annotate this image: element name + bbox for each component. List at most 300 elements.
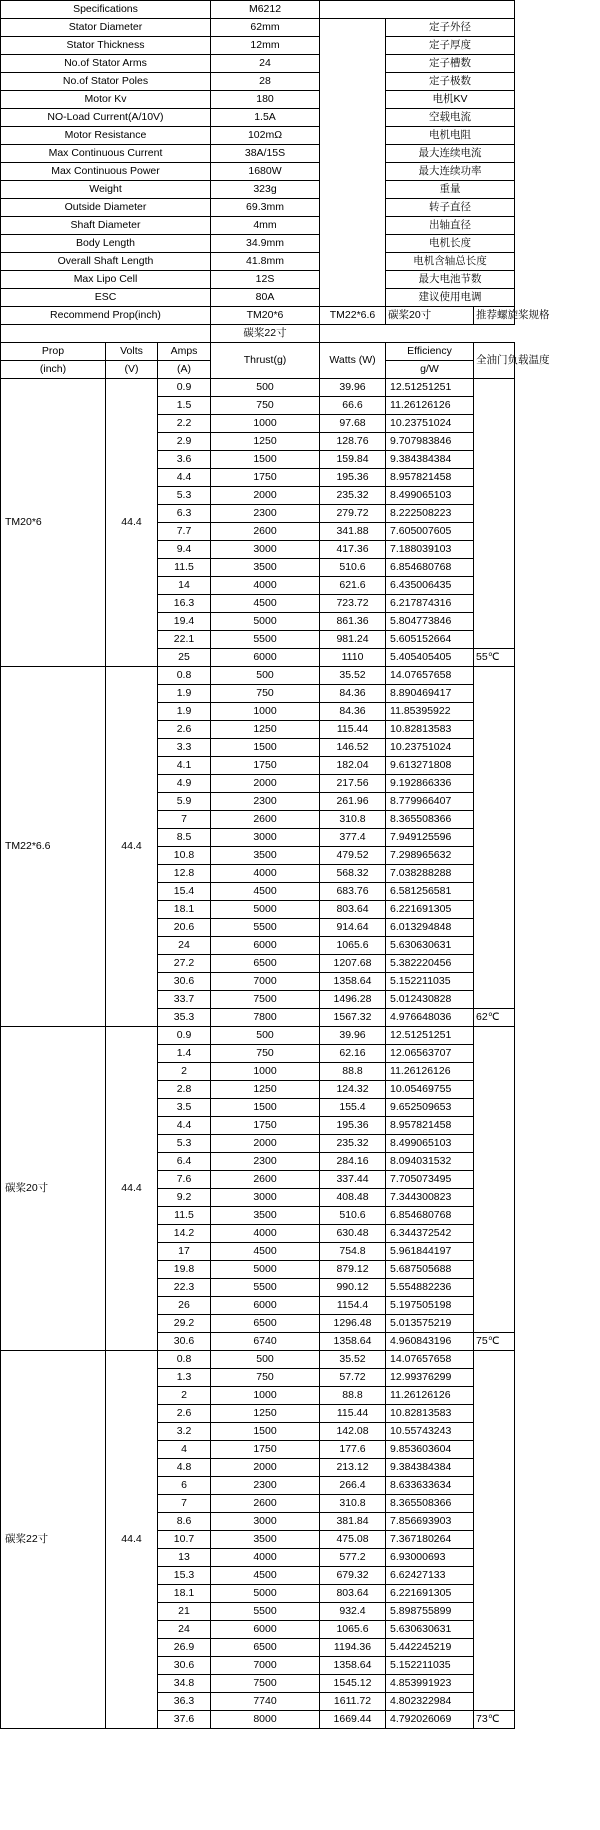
- cell-watts: 155.4: [320, 1099, 386, 1117]
- cell-amps: 9.2: [158, 1189, 211, 1207]
- cell-thrust: 4500: [211, 1567, 320, 1585]
- cell-thrust: 2000: [211, 1459, 320, 1477]
- spec-row: [1, 19, 515, 37]
- spec-value: 69.3mm: [211, 199, 320, 217]
- cell-watts: 142.08: [320, 1423, 386, 1441]
- cell-amps: 30.6: [158, 973, 211, 991]
- cell-thrust: 7000: [211, 1657, 320, 1675]
- spec-value: 12mm: [211, 37, 320, 55]
- cell-efficiency: 12.51251251: [386, 379, 474, 397]
- spec-label: ESC: [1, 289, 211, 307]
- header-efficiency: Efficiency: [386, 343, 474, 361]
- cell-amps: 7: [158, 1495, 211, 1513]
- cell-amps: 7: [158, 811, 211, 829]
- cell-amps: 24: [158, 1621, 211, 1639]
- cell-watts: 39.96: [320, 379, 386, 397]
- cell-thrust: 5500: [211, 919, 320, 937]
- cell-amps: 9.4: [158, 541, 211, 559]
- spec-row: [1, 253, 515, 271]
- group-temp: 73℃: [474, 1711, 515, 1729]
- cell-efficiency: 11.26126126: [386, 397, 474, 415]
- cell-watts: 754.8: [320, 1243, 386, 1261]
- cell-efficiency: 5.197505198: [386, 1297, 474, 1315]
- cell-watts: 479.52: [320, 847, 386, 865]
- cell-amps: 19.4: [158, 613, 211, 631]
- group-volts: 44.4: [106, 379, 158, 667]
- cell-watts: 1194.36: [320, 1639, 386, 1657]
- cell-thrust: 500: [211, 667, 320, 685]
- spec-row: [1, 217, 515, 235]
- cell-amps: 2.6: [158, 721, 211, 739]
- cell-amps: 22.1: [158, 631, 211, 649]
- cell-watts: 630.48: [320, 1225, 386, 1243]
- cell-thrust: 4000: [211, 1549, 320, 1567]
- spec-value: 1.5A: [211, 109, 320, 127]
- header-volts-unit: (V): [106, 361, 158, 379]
- cell-watts: 1545.12: [320, 1675, 386, 1693]
- cell-watts: 914.64: [320, 919, 386, 937]
- cell-thrust: 750: [211, 397, 320, 415]
- spec-label: Max Continuous Power: [1, 163, 211, 181]
- header-volts: Volts: [106, 343, 158, 361]
- spec-row: [1, 73, 515, 91]
- group-prop: TM20*6: [1, 379, 106, 667]
- cell-thrust: 1250: [211, 721, 320, 739]
- cell-efficiency: 6.217874316: [386, 595, 474, 613]
- header-amps-unit: (A): [158, 361, 211, 379]
- data-row: [1, 1351, 515, 1369]
- group-temp-blank: [474, 1027, 515, 1333]
- data-row: [1, 667, 515, 685]
- cell-amps: 2: [158, 1063, 211, 1081]
- cell-watts: 377.4: [320, 829, 386, 847]
- cell-watts: 683.76: [320, 883, 386, 901]
- cell-efficiency: 9.652509653: [386, 1099, 474, 1117]
- recommend-blank-right: [320, 325, 515, 343]
- cell-efficiency: 7.705073495: [386, 1171, 474, 1189]
- cell-efficiency: 12.06563707: [386, 1045, 474, 1063]
- cell-watts: 568.32: [320, 865, 386, 883]
- cell-efficiency: 9.853603604: [386, 1441, 474, 1459]
- cell-thrust: 4000: [211, 1225, 320, 1243]
- cell-amps: 3.5: [158, 1099, 211, 1117]
- cell-thrust: 1250: [211, 433, 320, 451]
- cell-amps: 2.8: [158, 1081, 211, 1099]
- cell-thrust: 1750: [211, 469, 320, 487]
- spec-value: 41.8mm: [211, 253, 320, 271]
- cell-amps: 34.8: [158, 1675, 211, 1693]
- cell-efficiency: 7.298965632: [386, 847, 474, 865]
- cell-amps: 4: [158, 1441, 211, 1459]
- recommend-prop-2: TM22*6.6: [320, 307, 386, 325]
- cell-amps: 4.4: [158, 469, 211, 487]
- cell-thrust: 2600: [211, 1171, 320, 1189]
- cell-thrust: 3500: [211, 1531, 320, 1549]
- spec-label: Motor Kv: [1, 91, 211, 109]
- data-row: [1, 379, 515, 397]
- cell-amps: 18.1: [158, 1585, 211, 1603]
- cell-efficiency: 8.365508366: [386, 811, 474, 829]
- cell-efficiency: 5.382220456: [386, 955, 474, 973]
- cell-thrust: 7740: [211, 1693, 320, 1711]
- cell-watts: 213.12: [320, 1459, 386, 1477]
- cell-efficiency: 5.630630631: [386, 937, 474, 955]
- cell-amps: 27.2: [158, 955, 211, 973]
- cell-thrust: 750: [211, 1045, 320, 1063]
- cell-amps: 19.8: [158, 1261, 211, 1279]
- spec-value: 323g: [211, 181, 320, 199]
- cell-efficiency: 8.499065103: [386, 1135, 474, 1153]
- cell-watts: 679.32: [320, 1567, 386, 1585]
- cell-efficiency: 10.05469755: [386, 1081, 474, 1099]
- spec-row: [1, 163, 515, 181]
- cell-watts: 217.56: [320, 775, 386, 793]
- cell-amps: 30.6: [158, 1657, 211, 1675]
- cell-efficiency: 6.344372542: [386, 1225, 474, 1243]
- cell-thrust: 2600: [211, 811, 320, 829]
- cell-watts: 1296.48: [320, 1315, 386, 1333]
- cell-watts: 1611.72: [320, 1693, 386, 1711]
- group-volts: 44.4: [106, 1027, 158, 1351]
- cell-watts: 62.16: [320, 1045, 386, 1063]
- cell-watts: 35.52: [320, 1351, 386, 1369]
- spec-row: [1, 181, 515, 199]
- cell-amps: 29.2: [158, 1315, 211, 1333]
- spec-label: No.of Stator Arms: [1, 55, 211, 73]
- spec-row: [1, 91, 515, 109]
- cell-amps: 0.9: [158, 379, 211, 397]
- cell-thrust: 5500: [211, 1603, 320, 1621]
- cell-watts: 381.84: [320, 1513, 386, 1531]
- cell-watts: 88.8: [320, 1387, 386, 1405]
- data-header-row: [1, 343, 515, 361]
- cell-thrust: 3500: [211, 847, 320, 865]
- group-volts: 44.4: [106, 667, 158, 1027]
- group-temp-blank: [474, 379, 515, 649]
- cell-watts: 408.48: [320, 1189, 386, 1207]
- cell-watts: 261.96: [320, 793, 386, 811]
- cell-amps: 21: [158, 1603, 211, 1621]
- cell-thrust: 5000: [211, 1261, 320, 1279]
- cell-watts: 1669.44: [320, 1711, 386, 1729]
- cell-watts: 1110: [320, 649, 386, 667]
- cell-watts: 284.16: [320, 1153, 386, 1171]
- cell-amps: 22.3: [158, 1279, 211, 1297]
- spec-label: NO-Load Current(A/10V): [1, 109, 211, 127]
- spec-cn-label: 最大连续功率: [386, 163, 515, 181]
- spec-label: Overall Shaft Length: [1, 253, 211, 271]
- cell-thrust: 1250: [211, 1081, 320, 1099]
- spec-value: M6212: [211, 1, 320, 19]
- cell-efficiency: 10.23751024: [386, 415, 474, 433]
- cell-amps: 6.3: [158, 505, 211, 523]
- cell-watts: 990.12: [320, 1279, 386, 1297]
- cell-amps: 4.8: [158, 1459, 211, 1477]
- cell-efficiency: 12.99376299: [386, 1369, 474, 1387]
- cell-efficiency: 6.013294848: [386, 919, 474, 937]
- cell-amps: 0.8: [158, 667, 211, 685]
- spec-label: Max Continuous Current: [1, 145, 211, 163]
- cell-watts: 1358.64: [320, 1333, 386, 1351]
- group-prop: TM22*6.6: [1, 667, 106, 1027]
- spec-cn-label: 电机电阻: [386, 127, 515, 145]
- cell-efficiency: 14.07657658: [386, 667, 474, 685]
- header-prop-unit: (inch): [1, 361, 106, 379]
- cell-amps: 6: [158, 1477, 211, 1495]
- cell-efficiency: 7.856693903: [386, 1513, 474, 1531]
- cell-amps: 7.6: [158, 1171, 211, 1189]
- cell-watts: 115.44: [320, 721, 386, 739]
- cell-thrust: 1500: [211, 1423, 320, 1441]
- cell-efficiency: 10.55743243: [386, 1423, 474, 1441]
- cell-efficiency: 7.038288288: [386, 865, 474, 883]
- cell-amps: 0.8: [158, 1351, 211, 1369]
- cell-efficiency: 5.152211035: [386, 1657, 474, 1675]
- spec-row: [1, 289, 515, 307]
- group-prop: 碳桨20寸: [1, 1027, 106, 1351]
- cell-efficiency: 7.344300823: [386, 1189, 474, 1207]
- spec-row: [1, 37, 515, 55]
- cell-watts: 57.72: [320, 1369, 386, 1387]
- cell-watts: 417.36: [320, 541, 386, 559]
- cell-watts: 1496.28: [320, 991, 386, 1009]
- recommend-label: Recommend Prop(inch): [1, 307, 211, 325]
- spec-row: [1, 145, 515, 163]
- cell-efficiency: 6.62427133: [386, 1567, 474, 1585]
- spec-cn-label: 电机长度: [386, 235, 515, 253]
- cell-watts: 1207.68: [320, 955, 386, 973]
- spec-value: 34.9mm: [211, 235, 320, 253]
- cell-efficiency: 11.85395922: [386, 703, 474, 721]
- cell-amps: 5.9: [158, 793, 211, 811]
- cell-watts: 337.44: [320, 1171, 386, 1189]
- header-amps: Amps: [158, 343, 211, 361]
- spec-label: Stator Thickness: [1, 37, 211, 55]
- recommend-row: [1, 307, 515, 325]
- recommend-prop-3: 碳桨20寸: [386, 307, 474, 325]
- cell-watts: 128.76: [320, 433, 386, 451]
- cell-thrust: 1000: [211, 1063, 320, 1081]
- cell-amps: 1.9: [158, 685, 211, 703]
- spec-cn-label: 定子厚度: [386, 37, 515, 55]
- cell-amps: 11.5: [158, 559, 211, 577]
- cell-amps: 2.9: [158, 433, 211, 451]
- cell-watts: 310.8: [320, 1495, 386, 1513]
- cell-thrust: 7800: [211, 1009, 320, 1027]
- recommend-row-2: [1, 325, 515, 343]
- cell-thrust: 4500: [211, 883, 320, 901]
- spec-label: Max Lipo Cell: [1, 271, 211, 289]
- spec-row: [1, 127, 515, 145]
- group-temp: 55℃: [474, 649, 515, 667]
- spec-label: Outside Diameter: [1, 199, 211, 217]
- cell-efficiency: 7.949125596: [386, 829, 474, 847]
- cell-thrust: 3500: [211, 559, 320, 577]
- cell-efficiency: 8.094031532: [386, 1153, 474, 1171]
- cell-thrust: 2000: [211, 487, 320, 505]
- cell-watts: 195.36: [320, 469, 386, 487]
- cell-amps: 2.6: [158, 1405, 211, 1423]
- cell-thrust: 500: [211, 1027, 320, 1045]
- spec-cn-label: 电机KV: [386, 91, 515, 109]
- cell-watts: 1567.32: [320, 1009, 386, 1027]
- cell-thrust: 5000: [211, 901, 320, 919]
- cell-amps: 3.2: [158, 1423, 211, 1441]
- cell-amps: 11.5: [158, 1207, 211, 1225]
- cell-watts: 310.8: [320, 811, 386, 829]
- spec-row: [1, 235, 515, 253]
- cell-thrust: 2300: [211, 1477, 320, 1495]
- spec-value: 4mm: [211, 217, 320, 235]
- cell-amps: 15.4: [158, 883, 211, 901]
- cell-amps: 24: [158, 937, 211, 955]
- cell-watts: 84.36: [320, 703, 386, 721]
- cell-thrust: 2300: [211, 505, 320, 523]
- cell-efficiency: 5.012430828: [386, 991, 474, 1009]
- cell-thrust: 6740: [211, 1333, 320, 1351]
- spec-cn-label: 转子直径: [386, 199, 515, 217]
- spec-cn-label: 定子外径: [386, 19, 515, 37]
- cell-thrust: 500: [211, 379, 320, 397]
- cell-watts: 510.6: [320, 1207, 386, 1225]
- cell-efficiency: 6.854680768: [386, 559, 474, 577]
- cell-amps: 1.3: [158, 1369, 211, 1387]
- spec-table-body: [1, 1, 550, 1729]
- cell-efficiency: 4.960843196: [386, 1333, 474, 1351]
- cell-watts: 723.72: [320, 595, 386, 613]
- cell-thrust: 8000: [211, 1711, 320, 1729]
- cell-amps: 14.2: [158, 1225, 211, 1243]
- cell-thrust: 2600: [211, 523, 320, 541]
- cell-thrust: 750: [211, 685, 320, 703]
- cell-efficiency: 6.221691305: [386, 1585, 474, 1603]
- cell-watts: 84.36: [320, 685, 386, 703]
- cell-watts: 235.32: [320, 487, 386, 505]
- cell-efficiency: 5.804773846: [386, 613, 474, 631]
- cell-efficiency: 10.23751024: [386, 739, 474, 757]
- cell-thrust: 1750: [211, 757, 320, 775]
- cell-watts: 266.4: [320, 1477, 386, 1495]
- cell-efficiency: 5.152211035: [386, 973, 474, 991]
- spec-label: Weight: [1, 181, 211, 199]
- spec-label: Body Length: [1, 235, 211, 253]
- cell-watts: 861.36: [320, 613, 386, 631]
- cell-amps: 7.7: [158, 523, 211, 541]
- cell-efficiency: 6.581256581: [386, 883, 474, 901]
- cell-thrust: 500: [211, 1351, 320, 1369]
- cell-thrust: 1000: [211, 703, 320, 721]
- cell-amps: 8.6: [158, 1513, 211, 1531]
- cell-amps: 16.3: [158, 595, 211, 613]
- cell-efficiency: 6.854680768: [386, 1207, 474, 1225]
- cell-efficiency: 5.442245219: [386, 1639, 474, 1657]
- spec-value: 62mm: [211, 19, 320, 37]
- cell-watts: 803.64: [320, 1585, 386, 1603]
- spec-cn-label: 出轴直径: [386, 217, 515, 235]
- cell-efficiency: 12.51251251: [386, 1027, 474, 1045]
- spec-row: [1, 109, 515, 127]
- spec-label: Specifications: [1, 1, 211, 19]
- spec-row: [1, 271, 515, 289]
- cell-efficiency: 8.222508223: [386, 505, 474, 523]
- cell-efficiency: 5.687505688: [386, 1261, 474, 1279]
- cell-thrust: 3000: [211, 1189, 320, 1207]
- cell-thrust: 1750: [211, 1441, 320, 1459]
- cell-amps: 37.6: [158, 1711, 211, 1729]
- cell-thrust: 1000: [211, 415, 320, 433]
- cell-watts: 1065.6: [320, 937, 386, 955]
- cell-efficiency: 4.853991923: [386, 1675, 474, 1693]
- cell-efficiency: 6.221691305: [386, 901, 474, 919]
- spec-label: Shaft Diameter: [1, 217, 211, 235]
- cell-thrust: 6000: [211, 649, 320, 667]
- cell-thrust: 3000: [211, 829, 320, 847]
- cell-watts: 932.4: [320, 1603, 386, 1621]
- cell-thrust: 5500: [211, 631, 320, 649]
- cell-amps: 15.3: [158, 1567, 211, 1585]
- cell-thrust: 7000: [211, 973, 320, 991]
- cell-thrust: 2000: [211, 1135, 320, 1153]
- cell-efficiency: 7.605007605: [386, 523, 474, 541]
- cell-watts: 39.96: [320, 1027, 386, 1045]
- cell-efficiency: 4.792026069: [386, 1711, 474, 1729]
- spec-label: No.of Stator Poles: [1, 73, 211, 91]
- cell-efficiency: 8.890469417: [386, 685, 474, 703]
- header-prop: Prop: [1, 343, 106, 361]
- spec-value: 180: [211, 91, 320, 109]
- cell-efficiency: 14.07657658: [386, 1351, 474, 1369]
- cell-watts: 475.08: [320, 1531, 386, 1549]
- cell-thrust: 6000: [211, 937, 320, 955]
- cell-amps: 17: [158, 1243, 211, 1261]
- cell-amps: 20.6: [158, 919, 211, 937]
- cell-efficiency: 8.779966407: [386, 793, 474, 811]
- spec-value: 80A: [211, 289, 320, 307]
- recommend-prop-4: 碳桨22寸: [211, 325, 320, 343]
- cell-amps: 5.3: [158, 487, 211, 505]
- cell-thrust: 5500: [211, 1279, 320, 1297]
- cell-amps: 1.9: [158, 703, 211, 721]
- cell-efficiency: 7.367180264: [386, 1531, 474, 1549]
- cell-efficiency: 5.013575219: [386, 1315, 474, 1333]
- cell-thrust: 3500: [211, 1207, 320, 1225]
- cell-amps: 1.4: [158, 1045, 211, 1063]
- cell-amps: 0.9: [158, 1027, 211, 1045]
- cell-amps: 35.3: [158, 1009, 211, 1027]
- cell-efficiency: 8.957821458: [386, 469, 474, 487]
- recommend-prop-1: TM20*6: [211, 307, 320, 325]
- cell-amps: 4.4: [158, 1117, 211, 1135]
- cell-thrust: 2000: [211, 775, 320, 793]
- spec-label: Motor Resistance: [1, 127, 211, 145]
- cell-efficiency: 5.961844197: [386, 1243, 474, 1261]
- cell-efficiency: 11.26126126: [386, 1387, 474, 1405]
- cell-amps: 5.3: [158, 1135, 211, 1153]
- cell-thrust: 1750: [211, 1117, 320, 1135]
- cell-watts: 510.6: [320, 559, 386, 577]
- spec-row: [1, 55, 515, 73]
- spec-cn-label: 电机含轴总长度: [386, 253, 515, 271]
- group-temp-blank: [474, 667, 515, 1009]
- data-row: [1, 1027, 515, 1045]
- cell-amps: 13: [158, 1549, 211, 1567]
- cell-amps: 4.1: [158, 757, 211, 775]
- cell-thrust: 2600: [211, 1495, 320, 1513]
- spec-cn-label: 最大电池节数: [386, 271, 515, 289]
- cell-thrust: 3000: [211, 541, 320, 559]
- spec-blank-header: [320, 1, 515, 19]
- group-temp: 62℃: [474, 1009, 515, 1027]
